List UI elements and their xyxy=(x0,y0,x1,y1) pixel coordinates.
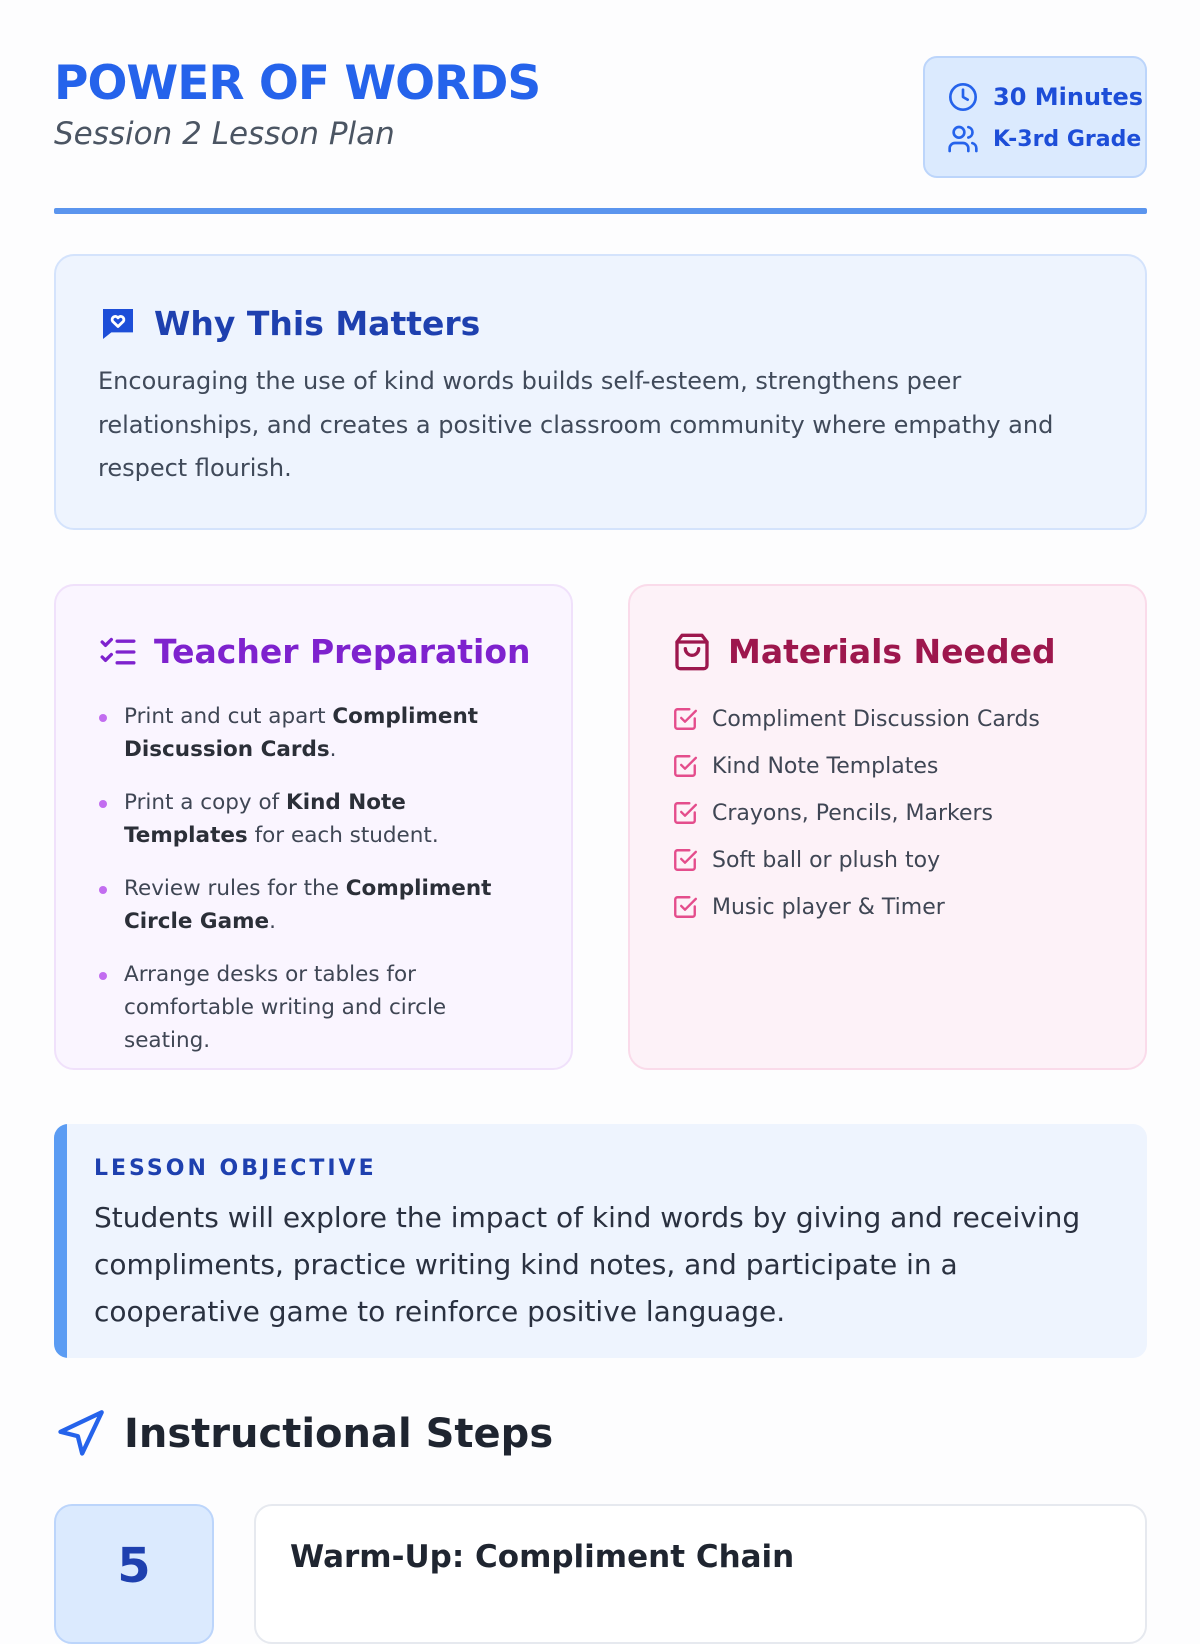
instructional-steps-heading xyxy=(54,1408,553,1460)
checklist-icon xyxy=(98,632,138,672)
checkbox-checked-icon xyxy=(672,847,698,873)
navigation-arrow-icon xyxy=(54,1408,106,1460)
lesson-meta-badge xyxy=(923,56,1147,178)
materials-item: Crayons, Pencils, Markers xyxy=(672,800,1040,826)
materials-item: Music player & Timer xyxy=(672,894,1040,920)
step-minutes: 5 xyxy=(117,1538,151,1594)
prep-item: Print a copy of Kind Note Templates for each student. xyxy=(98,786,534,852)
duration-text: 30 Minutes xyxy=(993,83,1144,111)
materials-needed-card xyxy=(628,584,1147,1070)
lesson-plan-page xyxy=(54,0,1147,1600)
grade-row xyxy=(947,122,1141,156)
materials-list xyxy=(672,706,1040,941)
checkbox-checked-icon xyxy=(672,706,698,732)
objective-label: LESSON OBJECTIVE xyxy=(94,1156,377,1181)
why-this-matters-card xyxy=(54,254,1147,530)
shopping-bag-icon xyxy=(672,632,712,672)
checkbox-checked-icon xyxy=(672,753,698,779)
prep-item: Arrange desks or tables for comfortable writing and circle seating. xyxy=(98,958,534,1057)
grade-text: K-3rd Grade xyxy=(993,126,1142,152)
why-card-title: Why This Matters xyxy=(154,304,481,343)
prep-item: Review rules for the Compliment Circle Game. xyxy=(98,872,534,938)
prep-item: Print and cut apart Compliment Discussion Cards. xyxy=(98,700,534,766)
checkbox-checked-icon xyxy=(672,800,698,826)
clock-icon xyxy=(947,81,979,113)
page-subtitle: Session 2 Lesson Plan xyxy=(54,116,395,152)
header xyxy=(54,56,1147,186)
header-divider xyxy=(54,208,1147,214)
materials-item: Soft ball or plush toy xyxy=(672,847,1040,873)
materials-item: Kind Note Templates xyxy=(672,753,1040,779)
page-title: POWER OF WORDS xyxy=(54,56,541,111)
teacher-preparation-card xyxy=(54,584,573,1070)
step-title: Warm-Up: Compliment Chain xyxy=(290,1539,795,1575)
heart-message-icon xyxy=(98,304,138,344)
instructional-steps-title: Instructional Steps xyxy=(124,1411,554,1457)
materials-card-heading xyxy=(672,632,1056,672)
duration-row xyxy=(947,80,1143,114)
step-card xyxy=(254,1504,1147,1644)
prep-list xyxy=(98,700,534,1077)
prep-card-title: Teacher Preparation xyxy=(154,632,531,671)
why-card-text: Encouraging the use of kind words builds self-esteem, strengthens peer relationships, and creates a positive classroom community where empathy and respect flourish. xyxy=(98,367,1054,482)
objective-text: Students will explore the impact of kind words by giving and receiving compliments, practice writing kind notes, and participate in a cooperative game to reinforce positive language. xyxy=(94,1201,1081,1328)
lesson-objective-callout xyxy=(54,1124,1147,1358)
materials-item: Compliment Discussion Cards xyxy=(672,706,1040,732)
prep-card-heading xyxy=(98,632,531,672)
users-icon xyxy=(947,123,979,155)
objective-accent-bar xyxy=(54,1124,67,1358)
why-card-heading xyxy=(98,304,480,344)
checkbox-checked-icon xyxy=(672,894,698,920)
materials-card-title: Materials Needed xyxy=(728,632,1056,671)
step-minutes-badge xyxy=(54,1504,214,1644)
